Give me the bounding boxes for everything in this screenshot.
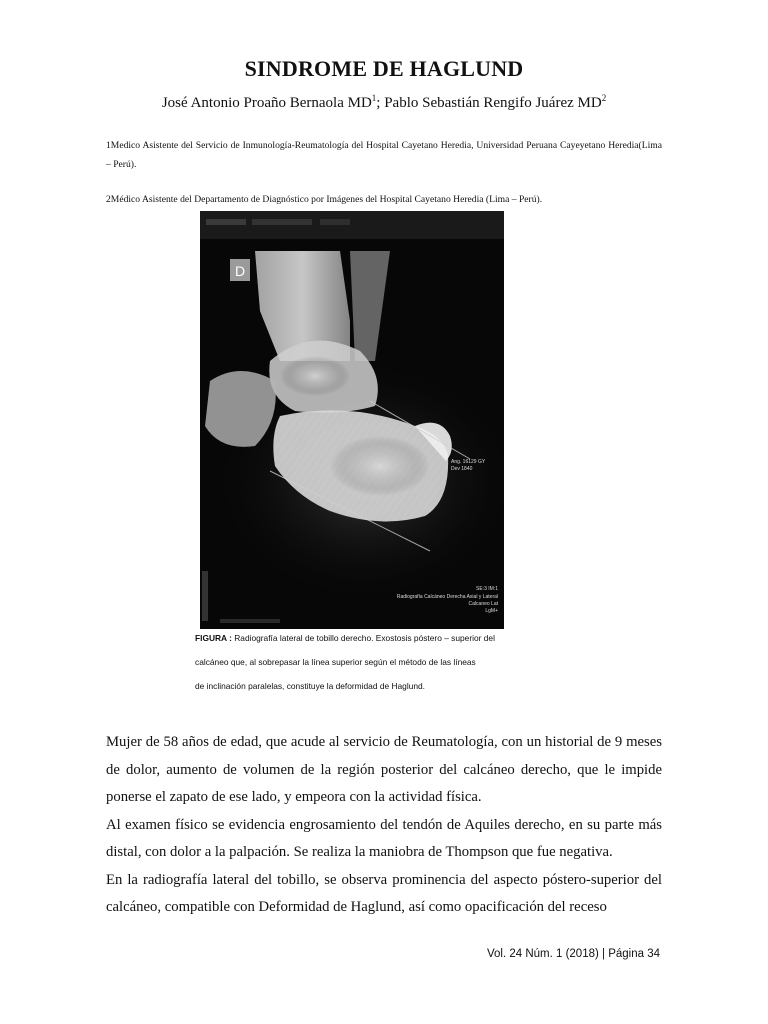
figure-caption-line-1 bbox=[195, 633, 535, 643]
overlay-series: SE:3 IM:1 bbox=[476, 586, 498, 592]
author-line bbox=[0, 93, 768, 112]
overlay-desc-2: Calcaneo Lat bbox=[468, 601, 498, 607]
figure-caption-label: FIGURA : bbox=[195, 633, 232, 643]
author-2: Pablo Sebastián Rengifo Juárez MD bbox=[384, 95, 602, 111]
overlay-dev: Dev 1840 bbox=[451, 466, 473, 472]
page-footer: Vol. 24 Núm. 1 (2018) | Página 34 bbox=[486, 948, 660, 960]
paragraph-1: Mujer de 58 años de edad, que acude al servicio de Reumatología, con un historial de 9 meses de dolor, aumento de volumen de la región posterior del calcáneo derecho, que le impide ponerse el zapato de ese lado, y empeora con la actividad física. bbox=[106, 734, 662, 805]
affiliation-2: 2Médico Asistente del Departamento de Diagnóstico por Imágenes del Hospital Cayetano Heredia (Lima – Perú). bbox=[106, 194, 543, 205]
overlay-desc-3: LgM+ bbox=[485, 608, 498, 614]
document-title: SINDROME DE HAGLUND bbox=[244, 56, 524, 81]
figure-caption-line-3: de inclinación paralelas, constituye la deformidad de Haglund. bbox=[195, 681, 425, 691]
case-body bbox=[106, 729, 662, 922]
figure-caption-line-2: calcáneo que, al sobrepasar la línea superior según el método de las líneas bbox=[195, 657, 476, 667]
author-2-affiliation-mark: 2 bbox=[601, 93, 607, 103]
author-1: José Antonio Proaño Bernaola MD bbox=[161, 95, 372, 111]
paragraph-3: En la radiografía lateral del tobillo, se observa prominencia del aspecto póstero-superior del calcáneo, compatible con Deformidad de Haglund, así como opacificación del receso bbox=[106, 871, 662, 915]
xray-figure bbox=[200, 211, 504, 629]
figure-caption-text-1: Radiografía lateral de tobillo derecho. Exostosis póstero – superior del bbox=[231, 633, 495, 643]
author-separator: ; bbox=[376, 95, 385, 111]
overlay-desc-1: Radiografía Calcáneo Derecha Axial y Lateral bbox=[396, 594, 498, 600]
affiliation-1: 1Medico Asistente del Servicio de Inmunología-Reumatología del Hospital Cayetano Heredia, Universidad Peruana Cayeyetano Heredia(Lima – Perú). bbox=[106, 140, 662, 170]
paragraph-2: Al examen físico se evidencia engrosamiento del tendón de Aquiles derecho, en su parte más distal, con dolor a la palpación. Se realiza la maniobra de Thompson que fue negativa. bbox=[106, 816, 662, 860]
side-marker-letter: D bbox=[234, 263, 246, 279]
overlay-angle: Ang. 16129 GY bbox=[451, 459, 486, 465]
author-1-affiliation-mark: 1 bbox=[371, 93, 377, 103]
